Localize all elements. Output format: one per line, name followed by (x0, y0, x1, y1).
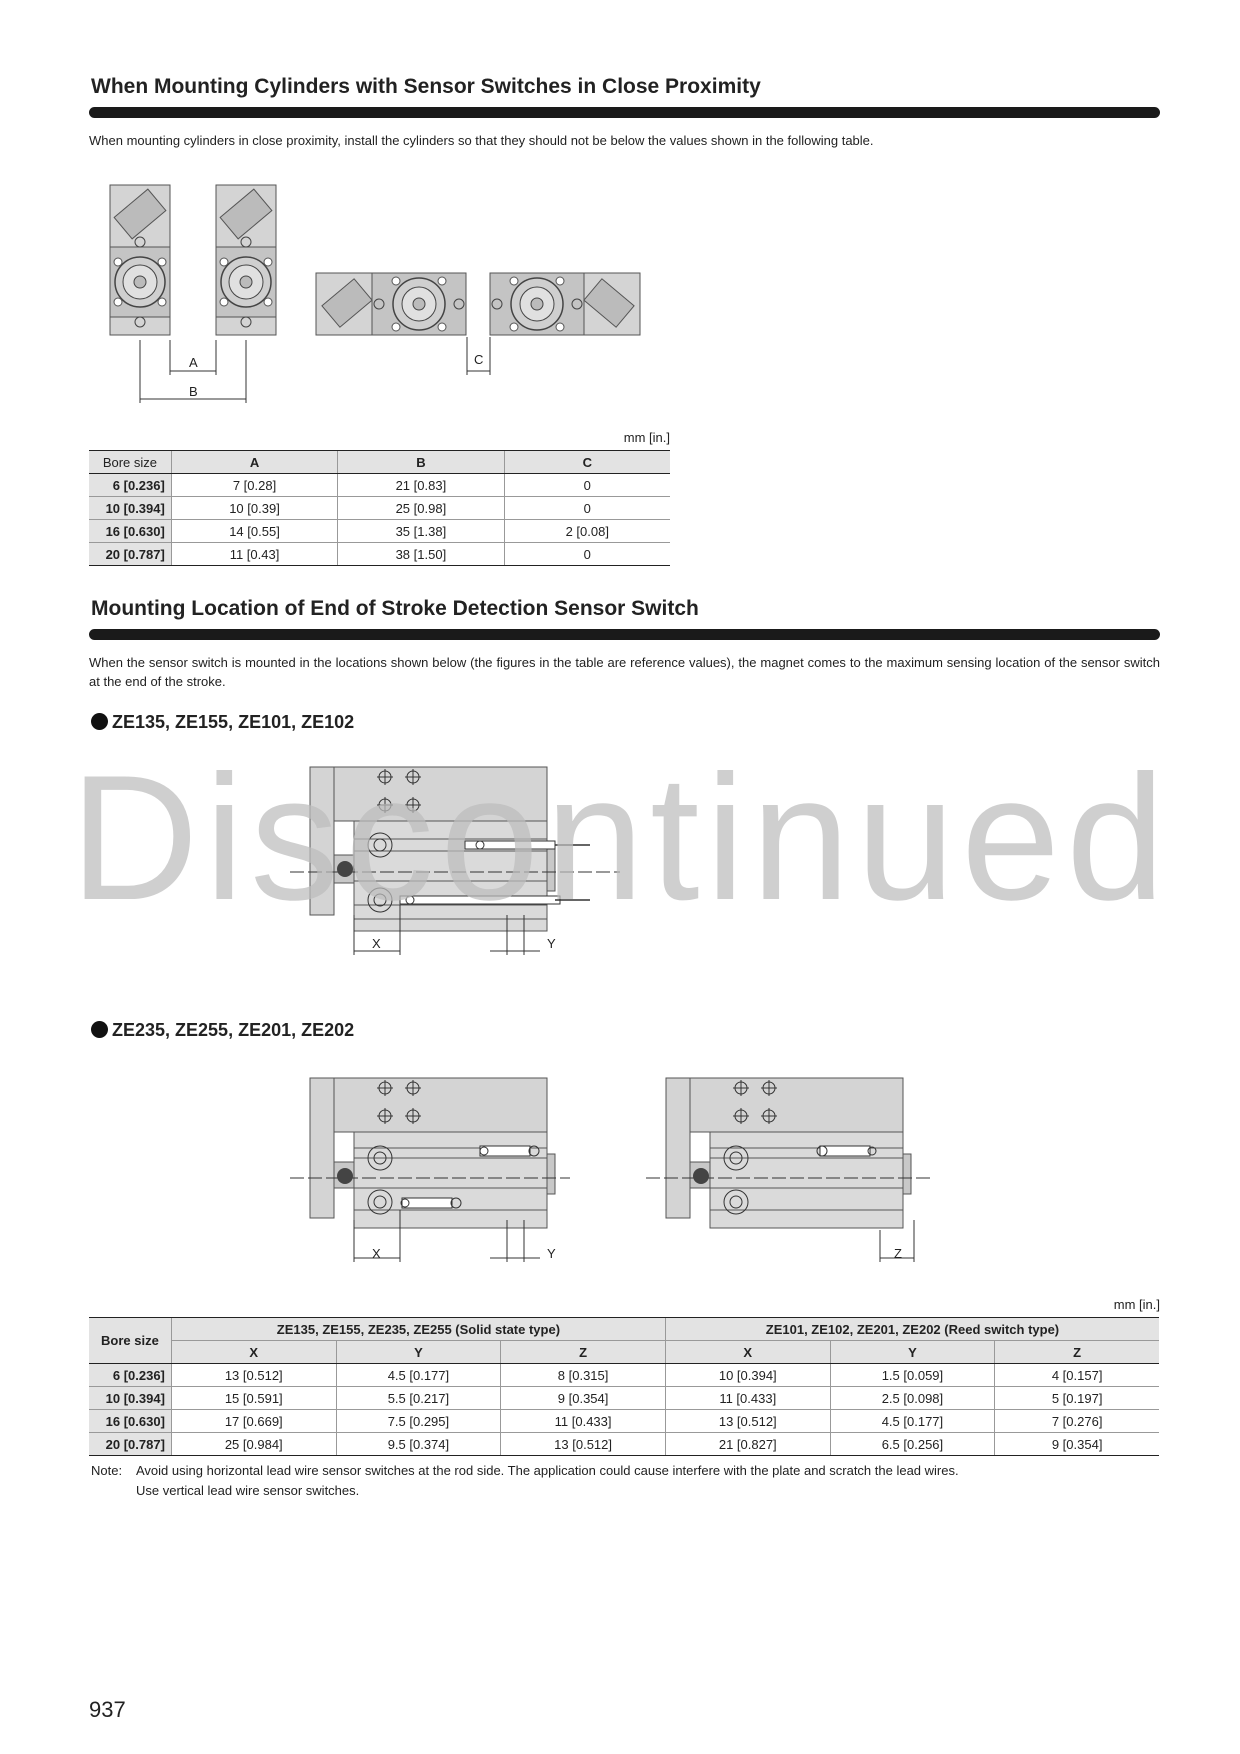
cell: 35 [1.38] (338, 520, 504, 543)
cell: 25 [0.984] (171, 1433, 336, 1456)
header-bore-size: Bore size (89, 1318, 171, 1364)
cell: 6.5 [0.256] (830, 1433, 995, 1456)
cell: 0 (504, 497, 670, 520)
dim-label-z: Z (894, 1246, 902, 1261)
cell: 11 [0.433] (665, 1387, 830, 1410)
cell: 38 [1.50] (338, 543, 504, 566)
cell: 4 [0.157] (995, 1364, 1159, 1387)
cell: 13 [0.512] (171, 1364, 336, 1387)
cell: 14 [0.55] (171, 520, 337, 543)
cell: 5.5 [0.217] (336, 1387, 501, 1410)
cell: 20 [0.787] (89, 1433, 171, 1456)
section2-rule (89, 629, 1160, 640)
cell: 21 [0.827] (665, 1433, 830, 1456)
table-row (89, 474, 670, 497)
cell: 11 [0.433] (501, 1410, 666, 1433)
cell: 15 [0.591] (171, 1387, 336, 1410)
section2-intro: When the sensor switch is mounted in the locations shown below (the figures in the table are reference values), the magnet comes to the maximum sensing location of the sensor switch at the end of the stroke. (89, 655, 1160, 689)
cell: 2 [0.08] (504, 520, 670, 543)
header-y: Y (830, 1341, 995, 1364)
note-label: Note: (91, 1463, 123, 1478)
cell: 6 [0.236] (89, 1364, 171, 1387)
dim-label-y: Y (547, 936, 556, 951)
discontinued-watermark: Discontinued (70, 738, 1172, 937)
section1-rule (89, 107, 1160, 118)
cell: 4.5 [0.177] (830, 1410, 995, 1433)
table2-unit: mm [in.] (1113, 1297, 1160, 1312)
cell: 8 [0.315] (501, 1364, 666, 1387)
cell: 21 [0.83] (338, 474, 504, 497)
header-x: X (665, 1341, 830, 1364)
group1-heading (91, 712, 354, 733)
cell: 10 [0.394] (89, 497, 171, 520)
cell: 2.5 [0.098] (830, 1387, 995, 1410)
cell: 13 [0.512] (501, 1433, 666, 1456)
cell: 7.5 [0.295] (336, 1410, 501, 1433)
table-row (89, 543, 670, 566)
dim-label-x2: X (372, 1246, 381, 1261)
cell: 7 [0.276] (995, 1410, 1159, 1433)
page-number: 937 (89, 1697, 126, 1722)
cell: 13 [0.512] (665, 1410, 830, 1433)
header-c: C (504, 451, 670, 474)
header-x: X (171, 1341, 336, 1364)
cell: 16 [0.630] (89, 520, 171, 543)
dim-label-b: B (189, 384, 198, 399)
cell: 9.5 [0.374] (336, 1433, 501, 1456)
dim-label-x: X (372, 936, 381, 951)
note-line-2: Use vertical lead wire sensor switches. (136, 1483, 360, 1498)
section1-intro: When mounting cylinders in close proximity, install the cylinders so that they should not be below the values shown in the following table. (89, 133, 874, 148)
section1-title: When Mounting Cylinders with Sensor Switches in Close Proximity (91, 75, 761, 98)
cell: 5 [0.197] (995, 1387, 1159, 1410)
cell: 0 (504, 543, 670, 566)
header-z: Z (501, 1341, 666, 1364)
header-a: A (171, 451, 337, 474)
cell: 10 [0.394] (89, 1387, 171, 1410)
cell: 17 [0.669] (171, 1410, 336, 1433)
header-b: B (338, 451, 504, 474)
table-group-row (89, 1318, 1159, 1341)
section2-title: Mounting Location of End of Stroke Detection Sensor Switch (91, 597, 699, 620)
table-row (89, 1433, 1159, 1456)
table-row (89, 1364, 1159, 1387)
cell: 4.5 [0.177] (336, 1364, 501, 1387)
cell: 20 [0.787] (89, 543, 171, 566)
table-column-row (89, 1341, 1159, 1364)
group2-label: ZE235, ZE255, ZE201, ZE202 (112, 1020, 355, 1040)
table-row (89, 497, 670, 520)
cell: 25 [0.98] (338, 497, 504, 520)
table-header-row (89, 451, 670, 474)
group1-label: ZE135, ZE155, ZE101, ZE102 (112, 712, 355, 732)
dim-label-y2: Y (547, 1246, 556, 1261)
cell: 6 [0.236] (89, 474, 171, 497)
header-bore-size: Bore size (89, 451, 171, 474)
cell: 11 [0.43] (171, 543, 337, 566)
dim-label-a: A (189, 355, 198, 370)
header-solid-state: ZE135, ZE155, ZE235, ZE255 (Solid state type) (171, 1318, 665, 1341)
stroke-diagram-2 (290, 1070, 950, 1270)
table-row (89, 1410, 1159, 1433)
cell: 10 [0.39] (171, 497, 337, 520)
proximity-diagram (100, 175, 660, 410)
bullet-icon (91, 1021, 108, 1038)
proximity-table (89, 450, 670, 566)
cell: 7 [0.28] (171, 474, 337, 497)
header-y: Y (336, 1341, 501, 1364)
header-reed-switch: ZE101, ZE102, ZE201, ZE202 (Reed switch type) (665, 1318, 1159, 1341)
cell: 10 [0.394] (665, 1364, 830, 1387)
cell: 0 (504, 474, 670, 497)
cell: 1.5 [0.059] (830, 1364, 995, 1387)
table-row (89, 520, 670, 543)
header-z: Z (995, 1341, 1159, 1364)
dim-label-c: C (474, 352, 484, 367)
stroke-sensor-table (89, 1317, 1159, 1456)
table1-unit: mm [in.] (623, 430, 670, 445)
note-line-1: Avoid using horizontal lead wire sensor switches at the rod side. The application could cause interfere with the plate and scratch the lead wires. (136, 1463, 959, 1478)
group2-heading (91, 1020, 354, 1041)
table-row (89, 1387, 1159, 1410)
cell: 9 [0.354] (501, 1387, 666, 1410)
cell: 16 [0.630] (89, 1410, 171, 1433)
bullet-icon (91, 713, 108, 730)
cell: 9 [0.354] (995, 1433, 1159, 1456)
